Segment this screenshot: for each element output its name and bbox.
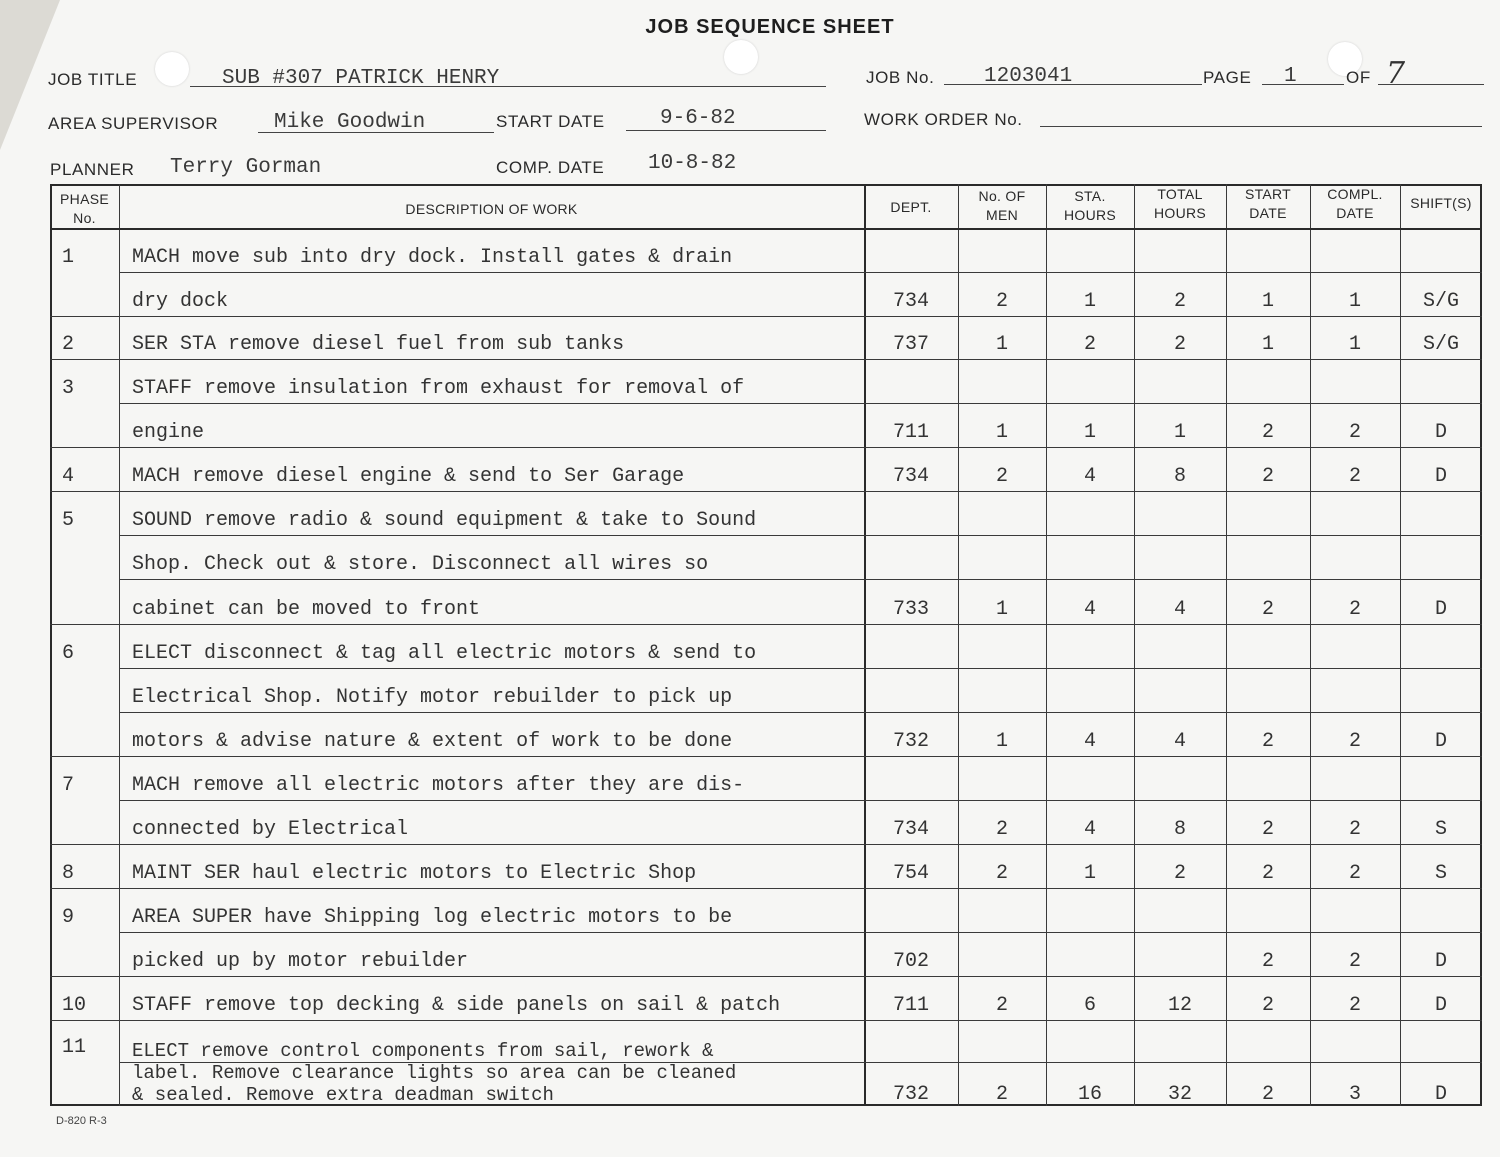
- description-cell: AREA SUPER have Shipping log electric motors to be: [132, 906, 733, 929]
- description-cell: cabinet can be moved to front: [132, 598, 481, 621]
- compl-cell: 3: [1348, 1083, 1361, 1106]
- compl-cell: 2: [1348, 598, 1361, 621]
- men-cell: 1: [995, 730, 1008, 753]
- shift-cell: S/G: [1422, 333, 1459, 356]
- shift-cell: S: [1434, 818, 1447, 841]
- table-row: [50, 1062, 1482, 1084]
- compl-cell: 2: [1348, 950, 1361, 973]
- sta-header-line1: STA.: [1074, 188, 1106, 204]
- shift-cell: D: [1434, 730, 1447, 753]
- start-header: [1226, 185, 1310, 223]
- start-cell: 1: [1261, 333, 1274, 356]
- sta-cell: 4: [1083, 730, 1096, 753]
- description-cell: SER STA remove diesel fuel from sub tanks: [132, 333, 625, 356]
- men-cell: 2: [995, 1083, 1008, 1106]
- shift-cell: S/G: [1422, 290, 1459, 313]
- page-value: 1: [1284, 65, 1297, 88]
- description-header: DESCRIPTION OF WORK: [405, 201, 578, 217]
- start-date-underline: [626, 130, 826, 131]
- description-cell: STAFF remove insulation from exhaust for removal of: [132, 377, 745, 400]
- table-row: [50, 228, 1482, 272]
- phase-cell: 3: [62, 377, 75, 400]
- start-cell: 1: [1261, 290, 1274, 313]
- men-header-line1: No. OF: [978, 188, 1026, 204]
- table-row: [50, 535, 1482, 579]
- men-header-line2: MEN: [985, 207, 1018, 223]
- start-date-label: START DATE: [496, 112, 605, 131]
- area-supervisor-label: AREA SUPERVISOR: [48, 114, 219, 133]
- table-row: [50, 756, 1482, 800]
- of-underline: [1378, 84, 1484, 85]
- page-underline: [1262, 84, 1344, 85]
- sta-cell: 4: [1083, 818, 1096, 841]
- total-cell: 1: [1173, 421, 1186, 444]
- dept-cell: 732: [892, 730, 929, 753]
- compl-cell: 2: [1348, 862, 1361, 885]
- description-cell: & sealed. Remove extra deadman switch: [132, 1084, 554, 1106]
- men-cell: 2: [995, 862, 1008, 885]
- description-cell: engine: [132, 421, 205, 444]
- table-row: [50, 359, 1482, 403]
- job-sequence-table: [50, 184, 1482, 1106]
- compl-cell: 2: [1348, 818, 1361, 841]
- sta-cell: 4: [1083, 598, 1096, 621]
- total-cell: 12: [1167, 994, 1192, 1017]
- table-row: [50, 932, 1482, 976]
- table-row: [50, 272, 1482, 316]
- table-row: [50, 491, 1482, 535]
- shift-cell: D: [1434, 1083, 1447, 1106]
- men-cell: 2: [995, 818, 1008, 841]
- compl-cell: 2: [1348, 465, 1361, 488]
- phase-header: [50, 190, 119, 228]
- comp-date-label: COMP. DATE: [496, 158, 605, 177]
- phase-cell: 4: [62, 465, 75, 488]
- table-row: [50, 888, 1482, 932]
- men-cell: 1: [995, 598, 1008, 621]
- area-supervisor-value: Mike Goodwin: [274, 111, 426, 134]
- start-cell: 2: [1261, 730, 1274, 753]
- phase-header-line1: PHASE: [60, 191, 109, 207]
- description-cell: MACH remove diesel engine & send to Ser Garage: [132, 465, 685, 488]
- phase-cell: 10: [62, 994, 87, 1017]
- planner-label: PLANNER: [50, 160, 135, 179]
- phase-cell: 5: [62, 509, 75, 532]
- compl-header-line2: DATE: [1336, 205, 1374, 221]
- total-cell: 8: [1173, 465, 1186, 488]
- description-cell: picked up by motor rebuilder: [132, 950, 469, 973]
- phase-cell: 7: [62, 774, 75, 797]
- area-supervisor-underline: [258, 132, 494, 133]
- phase-cell: 6: [62, 642, 75, 665]
- shift-cell: D: [1434, 421, 1447, 444]
- dept-header: DEPT.: [890, 199, 932, 215]
- description-cell: dry dock: [132, 290, 229, 313]
- description-cell: STAFF remove top decking & side panels on sail & patch: [132, 994, 781, 1017]
- total-cell: 2: [1173, 862, 1186, 885]
- of-label: OF: [1346, 68, 1371, 87]
- start-cell: 2: [1261, 950, 1274, 973]
- job-title-value: SUB #307 PATRICK HENRY: [222, 67, 500, 90]
- total-header-line2: HOURS: [1153, 205, 1207, 221]
- total-header: [1134, 185, 1226, 223]
- men-cell: 1: [995, 333, 1008, 356]
- total-cell: 32: [1167, 1083, 1192, 1106]
- sta-cell: 1: [1083, 421, 1096, 444]
- table-row: [50, 579, 1482, 624]
- description-cell: connected by Electrical: [132, 818, 409, 841]
- description-cell: SOUND remove radio & sound equipment & take to Sound: [132, 509, 757, 532]
- description-cell: motors & advise nature & extent of work to be done: [132, 730, 733, 753]
- work-order-underline: [1040, 126, 1482, 127]
- description-cell: ELECT remove control components from sail, rework &: [132, 1040, 714, 1062]
- men-cell: 2: [995, 290, 1008, 313]
- table-row: [50, 1020, 1482, 1062]
- dept-cell: 734: [892, 818, 929, 841]
- table-row: [50, 403, 1482, 447]
- compl-header: [1310, 185, 1400, 223]
- sta-cell: 4: [1083, 465, 1096, 488]
- sheet-title: JOB SEQUENCE SHEET: [645, 16, 895, 38]
- job-no-value: 1203041: [984, 65, 1073, 88]
- start-header-line1: START: [1244, 186, 1292, 202]
- phase-cell: 2: [62, 333, 75, 356]
- punch-hole: [155, 52, 189, 86]
- sta-header: [1046, 187, 1134, 225]
- total-cell: 4: [1173, 730, 1186, 753]
- planner-value: Terry Gorman: [170, 156, 322, 179]
- table-row: [50, 800, 1482, 844]
- sta-cell: 2: [1083, 333, 1096, 356]
- total-cell: 2: [1173, 290, 1186, 313]
- total-header-line1: TOTAL: [1157, 186, 1203, 202]
- job-no-underline: [944, 84, 1202, 85]
- total-cell: 4: [1173, 598, 1186, 621]
- men-cell: 2: [995, 465, 1008, 488]
- table-row: [50, 1084, 1482, 1106]
- dept-cell: 734: [892, 290, 929, 313]
- start-cell: 2: [1261, 465, 1274, 488]
- dept-cell: 734: [892, 465, 929, 488]
- start-cell: 2: [1261, 1083, 1274, 1106]
- table-row: [50, 624, 1482, 668]
- men-header: [958, 187, 1046, 225]
- shift-cell: D: [1434, 994, 1447, 1017]
- shift-header: SHIFT(S): [1410, 195, 1472, 211]
- description-cell: MACH remove all electric motors after they are dis-: [132, 774, 745, 797]
- start-cell: 2: [1261, 994, 1274, 1017]
- shift-cell: D: [1434, 950, 1447, 973]
- dept-cell: 754: [892, 862, 929, 885]
- job-title-label: JOB TITLE: [48, 70, 138, 89]
- start-cell: 2: [1261, 421, 1274, 444]
- start-header-line2: DATE: [1249, 205, 1287, 221]
- dept-cell: 732: [892, 1083, 929, 1106]
- job-title-underline: [190, 86, 826, 87]
- job-no-label: JOB No.: [866, 68, 935, 87]
- dept-cell: 737: [892, 333, 929, 356]
- sta-cell: 16: [1077, 1083, 1102, 1106]
- total-cell: 2: [1173, 333, 1186, 356]
- description-cell: MACH move sub into dry dock. Install gates & drain: [132, 246, 733, 269]
- description-cell: Electrical Shop. Notify motor rebuilder to pick up: [132, 686, 733, 709]
- description-cell: ELECT disconnect & tag all electric motors & send to: [132, 642, 757, 665]
- compl-cell: 2: [1348, 730, 1361, 753]
- start-cell: 2: [1261, 598, 1274, 621]
- of-value: 7: [1386, 56, 1406, 91]
- dept-cell: 733: [892, 598, 929, 621]
- shift-cell: D: [1434, 465, 1447, 488]
- form-code: D-820 R-3: [56, 1115, 107, 1127]
- dept-cell: 711: [892, 994, 929, 1017]
- compl-cell: 1: [1348, 333, 1361, 356]
- sta-cell: 6: [1083, 994, 1096, 1017]
- comp-date-value: 10-8-82: [648, 152, 737, 175]
- dept-cell: 702: [892, 950, 929, 973]
- compl-cell: 1: [1348, 290, 1361, 313]
- men-cell: 2: [995, 994, 1008, 1017]
- start-cell: 2: [1261, 862, 1274, 885]
- phase-header-line2: No.: [73, 210, 96, 226]
- sta-header-line2: HOURS: [1063, 207, 1117, 223]
- table-row: [50, 712, 1482, 756]
- description-cell: label. Remove clearance lights so area can be cleaned: [132, 1062, 737, 1084]
- sta-cell: 1: [1083, 862, 1096, 885]
- dept-cell: 711: [892, 421, 929, 444]
- shift-cell: S: [1434, 862, 1447, 885]
- phase-cell: 8: [62, 862, 75, 885]
- page-label: PAGE: [1203, 68, 1252, 87]
- table-row: [50, 447, 1482, 491]
- start-cell: 2: [1261, 818, 1274, 841]
- phase-cell: 1: [62, 246, 75, 269]
- description-cell: MAINT SER haul electric motors to Electric Shop: [132, 862, 697, 885]
- total-cell: 8: [1173, 818, 1186, 841]
- table-row: [50, 668, 1482, 712]
- work-order-label: WORK ORDER No.: [864, 110, 1023, 129]
- start-date-value: 9-6-82: [660, 107, 736, 130]
- table-row: [50, 976, 1482, 1020]
- compl-header-line1: COMPL.: [1327, 186, 1383, 202]
- punch-hole: [724, 40, 758, 74]
- phase-cell: 9: [62, 906, 75, 929]
- description-cell: Shop. Check out & store. Disconnect all wires so: [132, 553, 709, 576]
- compl-cell: 2: [1348, 421, 1361, 444]
- table-row: [50, 316, 1482, 359]
- table-row: [50, 844, 1482, 888]
- sta-cell: 1: [1083, 290, 1096, 313]
- shift-cell: D: [1434, 598, 1447, 621]
- compl-cell: 2: [1348, 994, 1361, 1017]
- men-cell: 1: [995, 421, 1008, 444]
- phase-cell: 11: [62, 1036, 87, 1059]
